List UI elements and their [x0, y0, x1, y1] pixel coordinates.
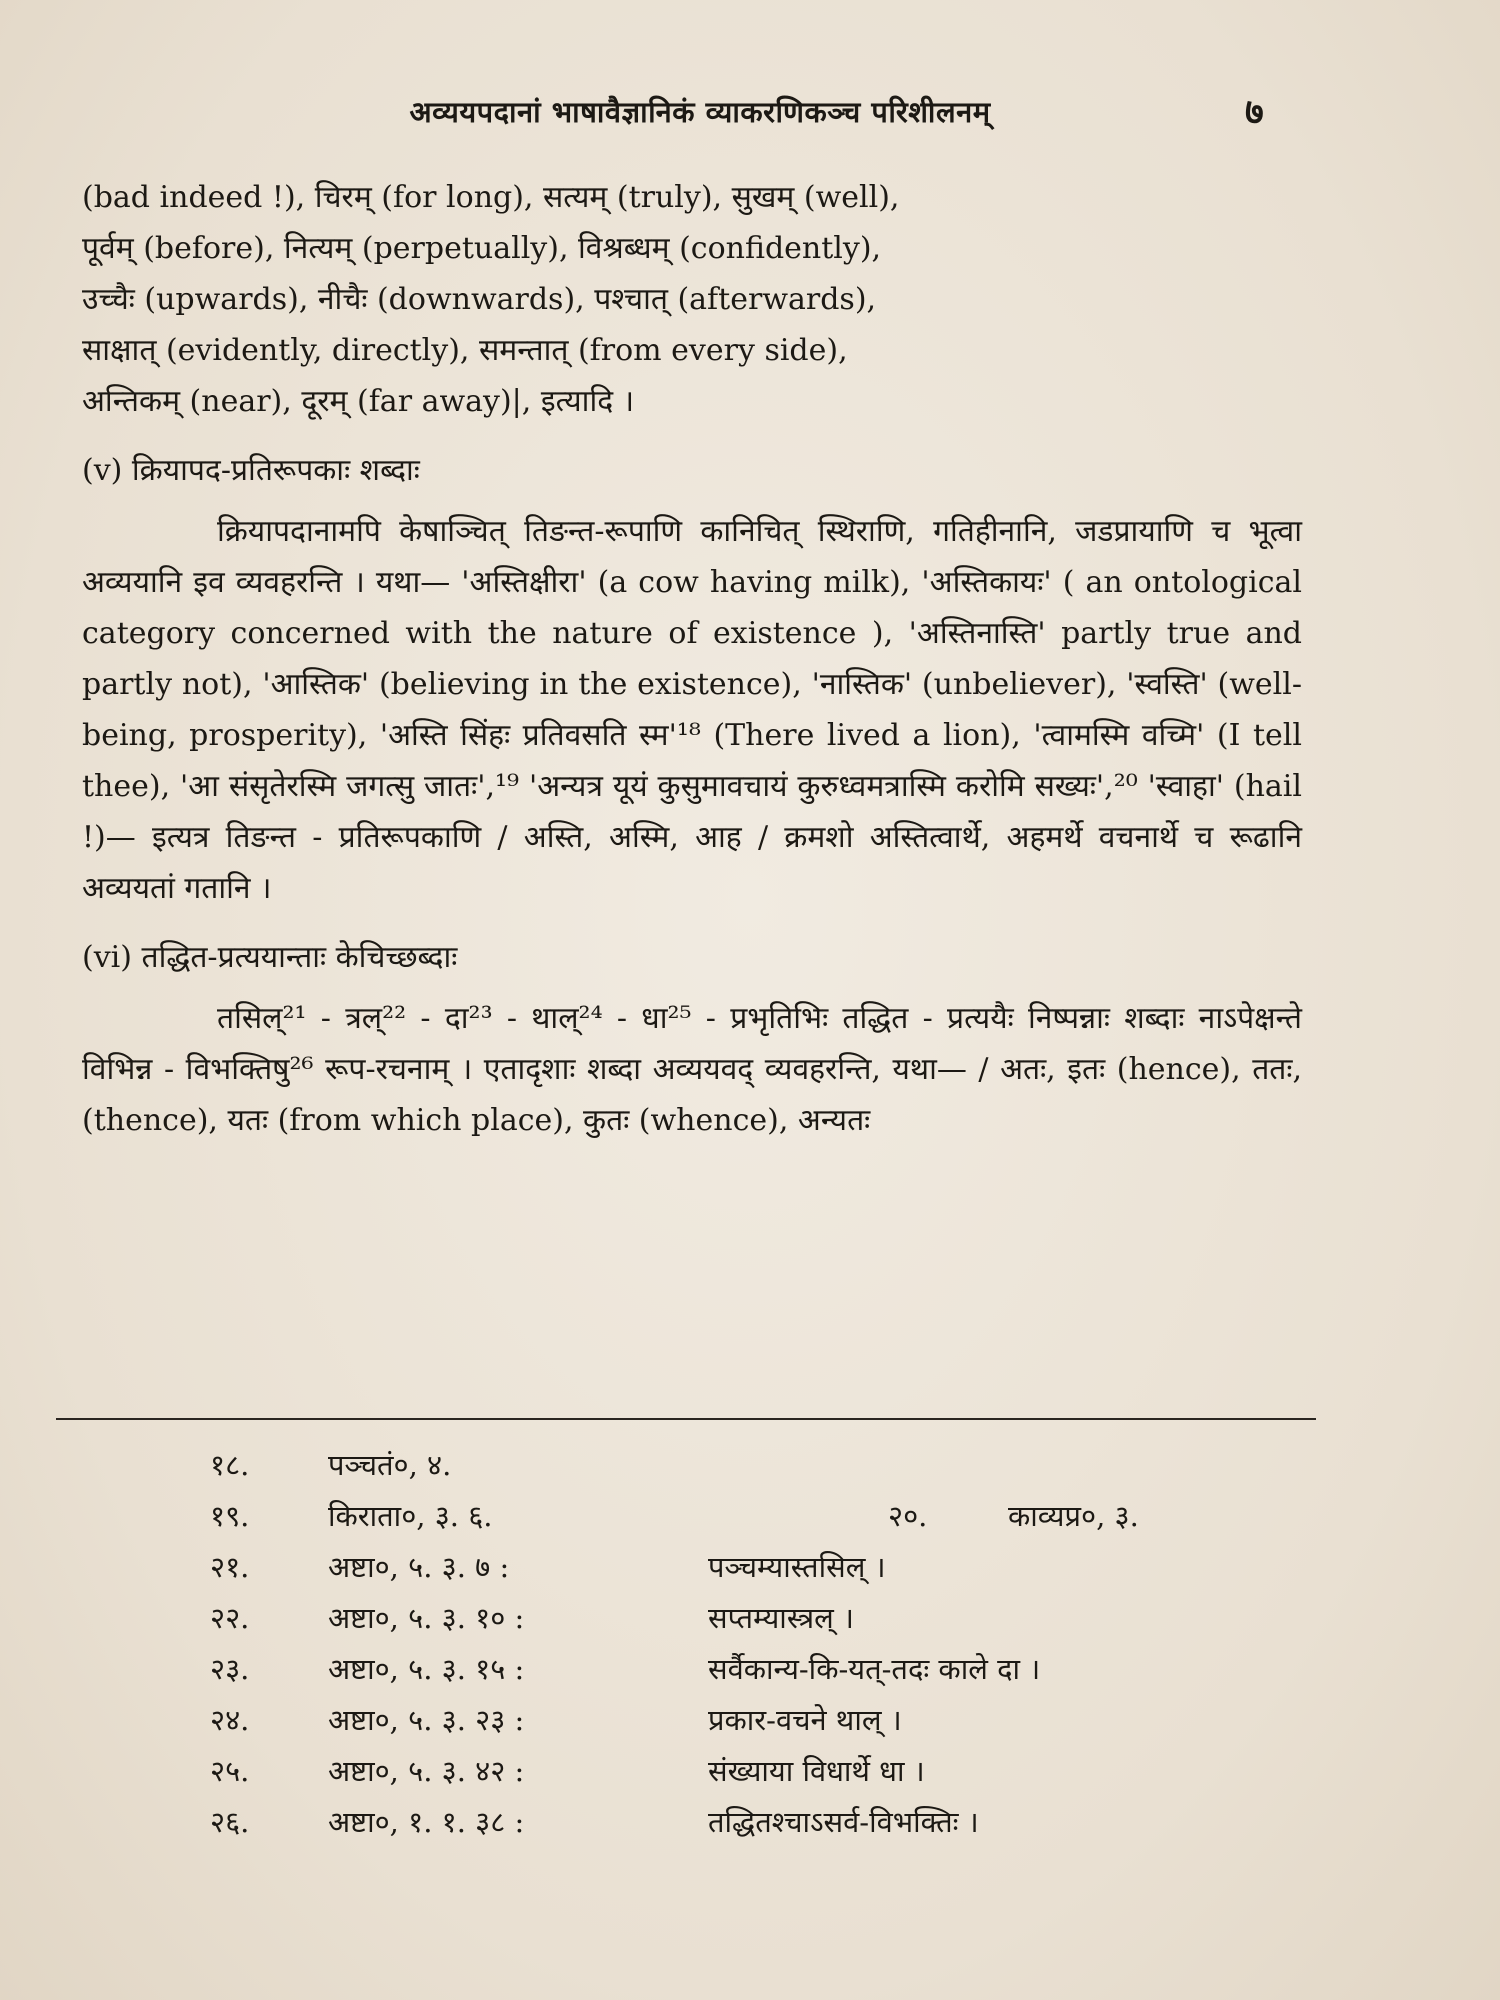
footnotes: [210, 1440, 1260, 1848]
text-line: अन्तिकम् (near), दूरम् (far away)|, इत्यादि ।: [82, 384, 635, 419]
footnote-number: २४.: [210, 1703, 250, 1737]
footnote-reference: अष्टा०, ५. ३. ७ :: [328, 1550, 510, 1584]
footnote-text: पञ्चम्यास्तसिल् ।: [708, 1550, 886, 1584]
section-heading-v: (v) क्रियापद-प्रतिरूपकाः शब्दाः: [82, 453, 420, 488]
footnote-divider: [56, 1418, 1316, 1420]
footnote-reference: अष्टा०, ५. ३. ४२ :: [328, 1754, 525, 1788]
page-number: ७: [1245, 91, 1264, 133]
text-line: पूर्वम् (before), नित्यम् (perpetually), विश्रब्धम् (confidently),: [82, 231, 882, 266]
footnote-text: सर्वैकान्य-कि-यत्-तदः काले दा ।: [708, 1652, 1041, 1686]
footnote: [210, 1644, 1260, 1695]
footnote: [210, 1746, 1260, 1797]
footnote: [210, 1797, 1260, 1848]
footnote: [210, 1491, 1260, 1542]
running-header: अव्ययपदानां भाषावैज्ञानिकं व्याकरणिकञ्च परिशीलनम्: [409, 95, 991, 129]
footnote: [210, 1695, 1260, 1746]
footnote: [210, 1593, 1260, 1644]
text-line: उच्चैः (upwards), नीचैः (downwards), पश्चात् (afterwards),: [82, 282, 877, 317]
footnote-text: संख्याया विधार्थे धा ।: [708, 1754, 925, 1788]
footnote-number: २५.: [210, 1754, 250, 1788]
footnote-text: तद्धितश्चाऽसर्व-विभक्तिः ।: [708, 1805, 979, 1839]
footnote-number: २६.: [210, 1805, 250, 1839]
paragraph-verb-forms: क्रियापदानामपि केषाञ्चित् तिङन्त-रूपाणि कानिचित् स्थिराणि, गतिहीनानि, जडप्रायाणि च भूत्वा अव्ययानि इव व्यवहरन्ति । यथा— 'अस्तिक्षीरा' (a cow having milk), 'अस्तिकायः' ( an ontological category concerned with the nature of existence ), 'अस्तिनास्ति' partly true and partly not), 'आस्तिक' (believing in the existence), 'नास्तिक' (unbeliever), 'स्वस्ति' (well-being, prosperity), 'अस्ति सिंहः प्रतिवसति स्म'¹⁸ (There lived a lion), 'त्वामस्मि वच्मि' (I tell thee), 'आ संसृतेरस्मि जगत्सु जातः',¹⁹ 'अन्यत्र यूयं कुसुमावचायं कुरुध्वमत्रास्मि करोमि सख्यः',²⁰ 'स्वाहा' (hail !)— इत्यत्र तिङन्त - प्रतिरूपकाणि / अस्ति, अस्मि, आह / क्रमशो अस्तित्वार्थे, अहमर्थे वचनार्थे च रूढानि अव्ययतां गतानि ।: [82, 514, 1302, 906]
footnote-number: १८.: [210, 1448, 250, 1482]
footnote-number: २२.: [210, 1601, 250, 1635]
footnote: [210, 1542, 1260, 1593]
footnote-number: २३.: [210, 1652, 250, 1686]
footnote-reference: अष्टा०, ५. ३. १५ :: [328, 1652, 525, 1686]
footnote-reference: अष्टा०, १. १. ३८ :: [328, 1805, 525, 1839]
footnote-reference: किराता०, ३. ६.: [328, 1499, 493, 1533]
footnote-text: प्रकार-वचने थाल् ।: [708, 1703, 902, 1737]
footnote-reference: अष्टा०, ५. ३. १० :: [328, 1601, 525, 1635]
footnote-reference: अष्टा०, ५. ३. २३ :: [328, 1703, 525, 1737]
footnote-number: २०.: [888, 1499, 928, 1533]
text-line: (bad indeed !), चिरम् (for long), सत्यम् (truly), सुखम् (well),: [82, 180, 900, 215]
main-text: [82, 172, 1302, 1146]
footnote-number: १९.: [210, 1499, 250, 1533]
footnote-reference: पञ्चतं०, ४.: [328, 1448, 452, 1482]
footnote-number: २१.: [210, 1550, 250, 1584]
text-line: साक्षात् (evidently, directly), समन्तात् (from every side),: [82, 333, 848, 368]
footnote-text: सप्तम्यास्त्रल् ।: [708, 1601, 854, 1635]
paragraph-taddhita: तसिल्²¹ - त्रल्²² - दा²³ - थाल्²⁴ - धा²⁵ - प्रभृतिभिः तद्धित - प्रत्ययैः निष्पन्नाः शब्दाः नाऽपेक्षन्ते विभिन्न - विभक्तिषु²⁶ रूप-रचनाम् । एतादृशाः शब्दा अव्ययवद् व्यवहरन्ति, यथा— / अतः, इतः (hence), ततः, (thence), यतः (from which place), कुतः (whence), अन्यतः: [82, 1001, 1302, 1138]
section-heading-vi: (vi) तद्धित-प्रत्ययान्ताः केचिच्छब्दाः: [82, 940, 458, 975]
footnote: [210, 1440, 1260, 1491]
footnote-reference: काव्यप्र०, ३.: [1008, 1499, 1139, 1533]
